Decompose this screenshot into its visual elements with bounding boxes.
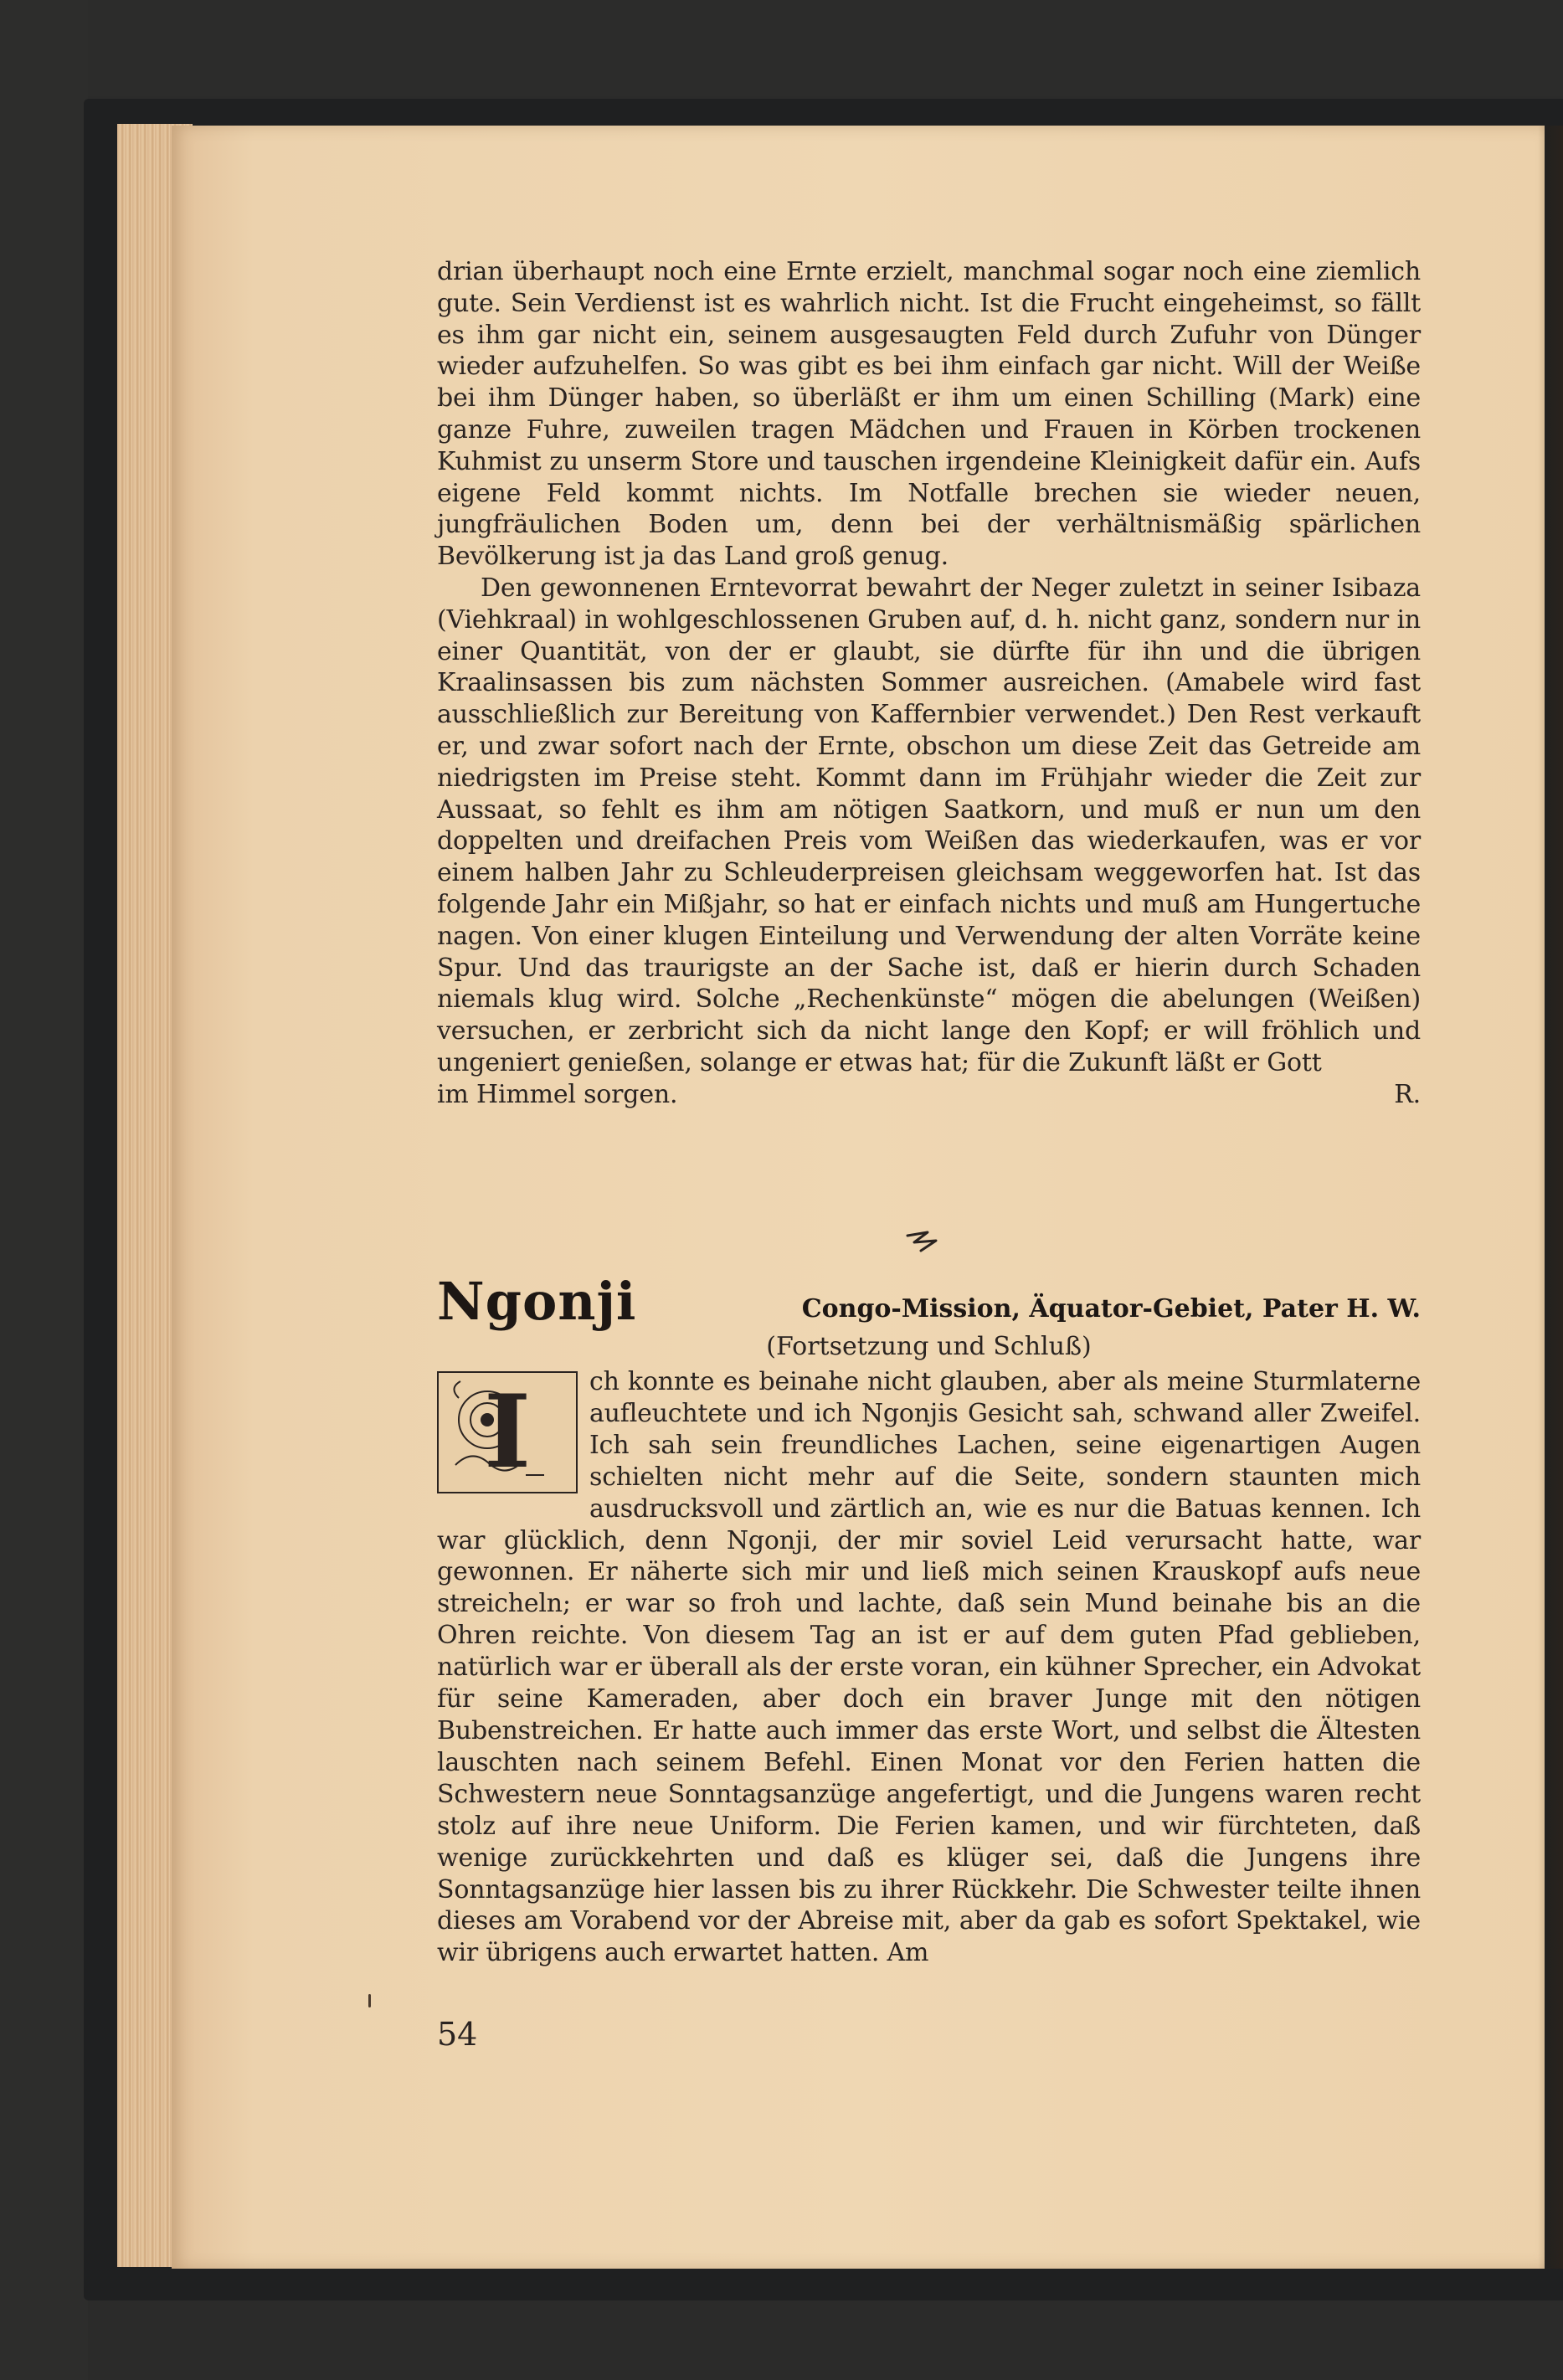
scan-backdrop: [0, 0, 1563, 96]
paragraph: drian überhaupt noch eine Ernte erzielt, manchmal sogar noch eine ziemlich gute. Sein Verdienst ist es wahrlich nicht. Ist die Frucht eingeheimst, so fällt es ihm gar nicht ein, seinem ausgesaugten Feld durch Zufuhr von Dünger wieder aufzuhelfen. So was gibt es bei ihm einfach gar nicht. Will der Weiße bei ihm Dünger haben, so überläßt er ihm um einen Schilling (Mark) eine ganze Fuhre, zuweilen tragen Mädchen und Frauen in Körben trockenen Kuhmist zu unserm Store und tauschen irgendeine Kleinigkeit dafür ein. Aufs eigene Feld kommt nichts. Im Notfalle brechen sie wieder neuen, jungfräulichen Boden um, denn bei der verhältnismäßig spärlichen Bevölkerung ist ja das Land groß genug.: [437, 257, 1421, 572]
closing-text: im Himmel sorgen.: [437, 1079, 678, 1109]
article-header: [437, 1272, 1421, 1331]
ornamental-drop-cap: [437, 1371, 578, 1493]
page-number: 54: [437, 2016, 478, 2053]
paragraph: Den gewonnenen Erntevorrat bewahrt der Neger zuletzt in seiner Isibaza (Viehkraal) in wohlgeschlossenen Gruben auf, d. h. nicht ganz, sondern nur in einer Quantität, von der er glaubt, sie dürfte für ihn und die übrigen Kraalinsassen bis zum nächsten Sommer ausreichen. (Amabele wird fast ausschließlich zur Bereitung von Kaffernbier verwendet.) Den Rest verkauft er, und zwar sofort nach der Ernte, obschon um diese Zeit das Getreide am niedrigsten im Preise steht. Kommt dann im Frühjahr wieder die Zeit zur Aussaat, so fehlt es ihm am nötigen Saatkorn, und muß er nun um den doppelten und dreifachen Preis vom Weißen das wiederkaufen, was er vor einem halben Jahr zu Schleuderpreisen gleichsam weggeworfen hat. Ist das folgende Jahr ein Mißjahr, so hat er einfach nichts und muß am Hungertuche nagen. Von einer klugen Einteilung und Verwendung der alten Vorräte keine Spur. Und das traurigste an der Sache ist, daß er hierin durch Schaden niemals klug wird. Solche „Rechenkünste“ mögen die abelungen (Weißen) versuchen, er zerbricht sich da nicht lange den Kopf; er will fröhlich und ungeniert genießen, solange er etwas hat; für die Zukunft läßt er Gott: [437, 573, 1421, 1077]
scan-backdrop-left: [0, 0, 88, 2380]
article-byline: Congo-Mission, Äquator-Gebiet, Pater H. W.: [801, 1294, 1421, 1324]
top-article-text: [437, 256, 1421, 1111]
author-signature: R.: [1394, 1079, 1421, 1109]
drop-cap-letter: I: [484, 1373, 531, 1491]
article-subtitle: (Fortsetzung und Schluß): [766, 1332, 1092, 1361]
article-title: Ngonji: [437, 1271, 637, 1332]
margin-mark: [368, 1994, 371, 2007]
article-body: [437, 1366, 1421, 1969]
section-divider-ornament-icon: [902, 1227, 941, 1256]
article-body-text: ch konnte es beinahe nicht glauben, aber als meine Sturmlaterne aufleuchtete und ich Ngonjis Gesicht sah, schwand aller Zweifel. Ich sah sein freundliches Lachen, seine eigenartigen Augen schielten nicht mehr auf die Seite, sondern staunten mich ausdrucksvoll und zärtlich an, wie es nur die Batuas kennen. Ich war glücklich, denn Ngonji, der mir soviel Leid verursacht hatte, war gewonnen. Er näherte sich mir und ließ mich seinen Krauskopf aufs neue streicheln; er war so froh und lachte, daß sein Mund beinahe bis an die Ohren reichte. Von diesem Tag an ist er auf dem guten Pfad geblieben, natürlich war er überall als der erste voran, ein kühner Sprecher, ein Advokat für seine Kameraden, aber doch ein braver Junge mit den nötigen Bubenstreichen. Er hatte auch immer das erste Wort, und selbst die Ältesten lauschten nach seinem Befehl. Einen Monat vor den Ferien hatten die Schwestern neue Sonntagsanzüge angefertigt, und die Jungens waren recht stolz auf ihre neue Uniform. Die Ferien kamen, und wir fürchteten, daß wenige zurückkehrten und daß es klüger sei, daß die Jungens ihre Sonntagsanzüge hier lassen bis zu ihrer Rückkehr. Die Schwester teilte ihnen dieses am Vorabend vor der Abreise mit, aber da gab es sofort Spektakel, wie wir übrigens auch erwartet hatten. Am: [437, 1367, 1421, 1968]
page-gutter-shadow: [1538, 126, 1563, 2269]
closing-line: [437, 1079, 1421, 1111]
